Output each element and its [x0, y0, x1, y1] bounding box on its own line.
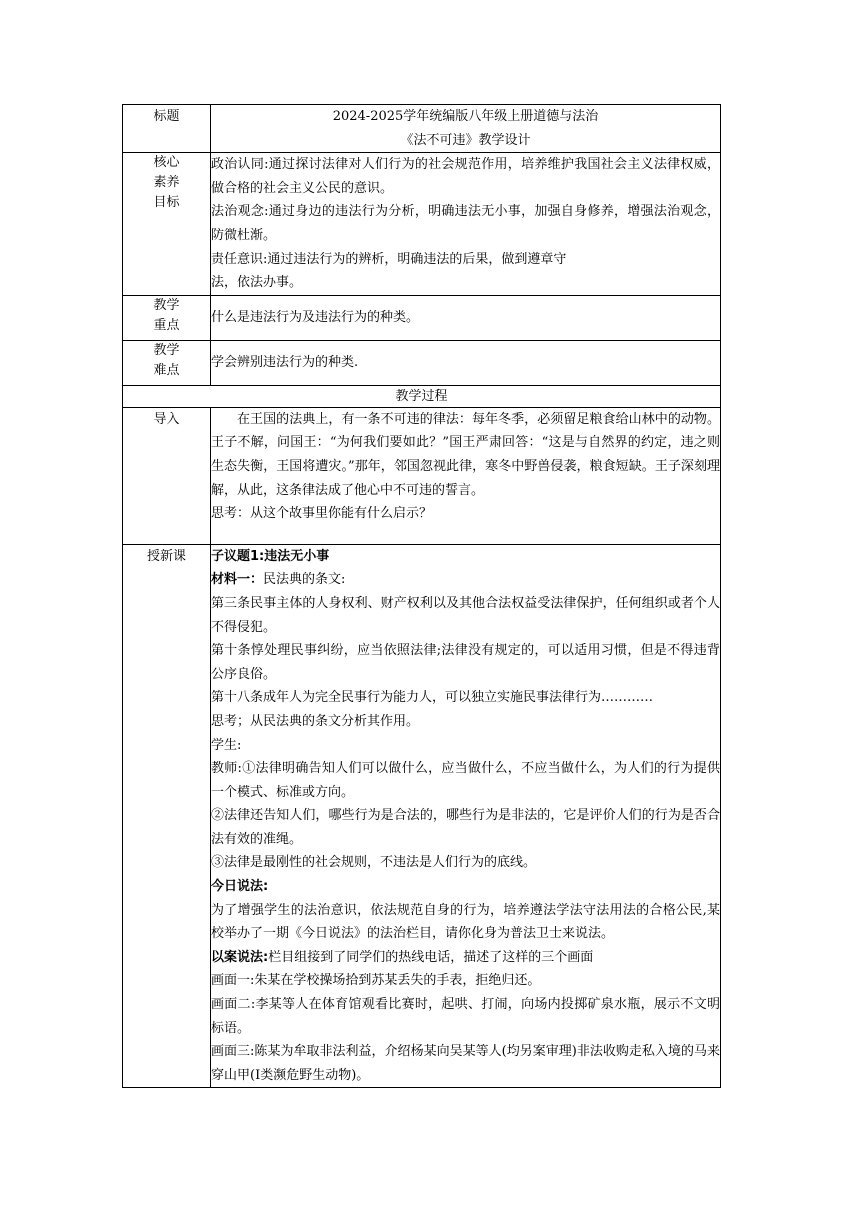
subtopic-title: 子议题1:违法无小事: [211, 548, 330, 564]
title-line-2: 《法不可违》教学设计: [400, 132, 531, 148]
student-response: 学生:: [211, 737, 242, 753]
title-cell: [211, 105, 721, 153]
today-text: 为了增强学生的法治意识，依法规范自身的行为，培养遵法学法守法用法的合格公民,某校举办了一期《今日说法》的法治栏目，请你化身为普法卫士来说法。: [211, 902, 720, 942]
article-18: 第十八条成年人为完全民事行为能力人，可以独立实施民事法律行为…………: [211, 690, 654, 706]
case-intro: 以案说法:栏目组接到了同学们的热线电话，描述了这样的三个画面: [211, 949, 594, 965]
core-literacy-item-responsibility: 责任意识:通过违法行为的辨析，明确违法的后果，做到遵章守: [211, 251, 567, 267]
intro-label: 导入: [123, 407, 211, 544]
core-literacy-content: [211, 153, 721, 296]
scene-3: 画面三:陈某为牟取非法利益，介绍杨某向吴某等人(均另案审理)非法收购走私入境的马来穿山甲(I类濒危野生动物)。: [211, 1044, 720, 1083]
core-literacy-item-political: 政治认同:通过探讨法律对人们行为的社会规范作用，培养维护我国社会主义法律权威，做合格的社会主义公民的意识。: [211, 157, 720, 196]
teacher-point-1: 教师:①法律明确告知人们可以做什么，应当做什么，不应当做什么，为人们的行为提供一个模式、标准或方向。: [211, 761, 720, 800]
title-row: [123, 105, 721, 153]
new-lesson-label: 授新课: [123, 544, 211, 1088]
core-literacy-label: 核心素养目标: [123, 153, 211, 296]
difficulty-text: 学会辨别违法行为的种类.: [211, 340, 721, 385]
think-question: 思考；从民法典的条文分析其作用。: [211, 713, 420, 729]
core-literacy-item-rule-of-law: 法治观念:通过身边的违法行为分析，明确违法无小事，加强自身修养，增强法治观念，防微杜渐。: [211, 204, 720, 243]
intro-story: 在王国的法典上，有一条不可违的律法：每年冬季，必须留足粮食给山林中的动物。王子不解，问国王：“为何我们要如此？”国王严肃回答：“这是与自然界的约定，违之则生态失衡，王国将遭灾。”那年，邻国忽视此律，寒冬中野兽侵袭，粮食短缺。王子深刻理解，从此，这条律法成了他心中不可违的誓言。: [211, 411, 720, 498]
title-label: 标题: [123, 105, 211, 153]
scene-1: 画面一:朱某在学校操场拾到苏某丢失的手表，拒绝归还。: [211, 973, 541, 989]
core-literacy-item-responsibility-end: 法，依法办事。: [211, 275, 303, 291]
difficulty-row: [123, 340, 721, 385]
key-point-row: [123, 295, 721, 340]
process-header-row: [123, 385, 721, 407]
intro-row: [123, 407, 721, 544]
new-lesson-row: [123, 544, 721, 1088]
new-lesson-content: [211, 544, 721, 1088]
today-title: 今日说法:: [211, 879, 269, 895]
difficulty-label: 教学难点: [123, 340, 211, 385]
title-line-1: 2024-2025学年统编版八年级上册道德与法治: [332, 109, 599, 124]
intro-question: 思考：从这个故事里你能有什么启示？: [211, 506, 433, 522]
process-header: 教学过程: [123, 385, 721, 407]
teacher-point-3: ③法律是最刚性的社会规则，不违法是人们行为的底线。: [211, 855, 537, 871]
scene-2: 画面二:李某等人在体育馆观看比赛时，起哄、打闹，向场内投掷矿泉水瓶，展示不文明标语。: [211, 997, 720, 1036]
intro-content: [211, 407, 721, 544]
article-10: 第十条惇处理民事纠纷，应当依照法律;法律没有规定的，可以适用习惯，但是不得违背公序良俗。: [211, 643, 720, 682]
key-point-text: 什么是违法行为及违法行为的种类。: [211, 295, 721, 340]
article-3: 第三条民事主体的人身权利、财产权利以及其他合法权益受法律保护，任何组织或者个人不得侵犯。: [211, 595, 720, 635]
lesson-plan-table: [122, 104, 721, 1088]
teacher-point-2: ②法律还告知人们，哪些行为是合法的，哪些行为是非法的，它是评价人们的行为是否合法有效的准绳。: [211, 808, 720, 847]
material-one: 材料一：民法典的条文:: [211, 572, 346, 588]
core-literacy-row: [123, 153, 721, 296]
key-point-label: 教学重点: [123, 295, 211, 340]
